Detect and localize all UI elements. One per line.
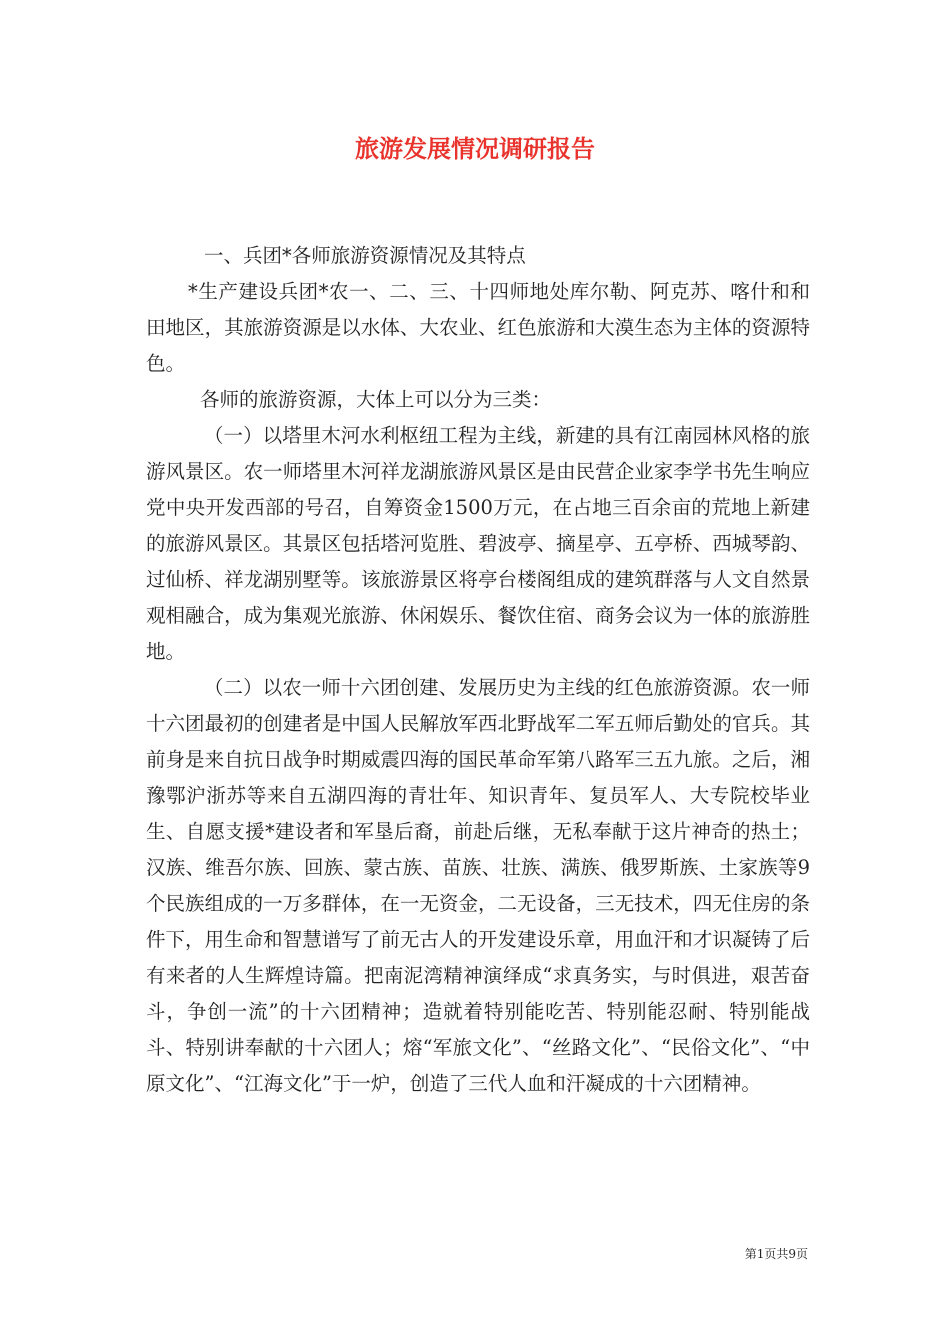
paragraph-categories: 各师的旅游资源，大体上可以分为三类： bbox=[200, 388, 552, 411]
document-body bbox=[146, 238, 810, 1102]
paragraph-category-two: （二）以农一师十六团创建、发展历史为主线的红色旅游资源。农一师十六团最初的创建者是中国人民解放军西北野战军二军五师后勤处的官兵。其前身是来自抗日战争时期威震四海的国民革命军第八路军三五九旅。之后，湘豫鄂沪浙苏等来自五湖四海的青壮年、知识青年、复员军人、大专院校毕业生、自愿支援*建设者和军垦后裔，前赴后继，无私奉献于这片神奇的热土；汉族、维吾尔族、回族、蒙古族、苗族、壮族、满族、俄罗斯族、土家族等9个民族组成的一万多群体，在一无资金，二无设备，三无技术，四无住房的条件下，用生命和智慧谱写了前无古人的开发建设乐章，用血汗和才识凝铸了后有来者的人生辉煌诗篇。把南泥湾精神演绎成“求真务实，与时俱进，艰苦奋斗，争创一流”的十六团精神；造就着特别能吃苦、特别能忍耐、特别能战斗、特别讲奉献的十六团人；熔“军旅文化”、“丝路文化”、“民俗文化”、“中原文化”、“江海文化”于一炉，创造了三代人血和汗凝成的十六团精神。 bbox=[146, 676, 810, 1095]
document-title: 旅游发展情况调研报告 bbox=[355, 134, 595, 163]
paragraph-category-one: （一）以塔里木河水利枢纽工程为主线，新建的具有江南园林风格的旅游风景区。农一师塔里木河祥龙湖旅游风景区是由民营企业家李学书先生响应党中央开发西部的号召，自筹资金1500万元，在占地三百余亩的荒地上新建的旅游风景区。其景区包括塔河览胜、碧波亭、摘星亭、五亭桥、西城琴韵、过仙桥、祥龙湖别墅等。该旅游景区将亭台楼阁组成的建筑群落与人文自然景观相融合，成为集观光旅游、休闲娱乐、餐饮住宿、商务会议为一体的旅游胜地。 bbox=[146, 424, 810, 663]
paragraph-intro: *生产建设兵团*农一、二、三、十四师地处库尔勒、阿克苏、喀什和和田地区，其旅游资源是以水体、大农业、红色旅游和大漠生态为主体的资源特色。 bbox=[146, 280, 810, 375]
page-number: 第1页共9页 bbox=[744, 1247, 808, 1261]
section-heading: 一、兵团*各师旅游资源情况及其特点 bbox=[204, 244, 526, 267]
